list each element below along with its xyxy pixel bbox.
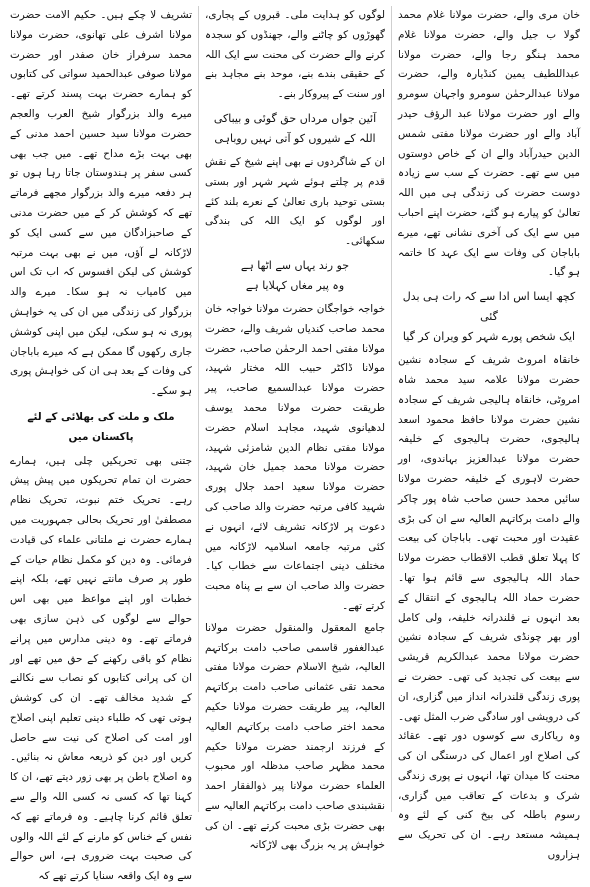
paragraph: خواجہ خواجگان حضرت مولانا خواجہ خان محمد صاحب کندیاں شریف والے، حضرت مولانا مفتی احمد الرحمٰن صاحب، حضرت مولانا ڈاکٹر حبیب اللہ مختار شہید، حضرت مولانا عبدالسمیع صاحب، پیر طریقت حضرت مولانا محمد یوسف لدھیانوی شہید، مجاہد اسلام حضرت مولانا مفتی نظام الدین شامزئی شہید، حضرت مولانا محمد جمیل خان شہید، حضرت مولانا سعید احمد جلال پوری شہید کافی مرتبہ حضرت والد صاحب کی دعوت پر لاڑکانہ تشریف لائے، انہوں نے کئی مرتبہ جامعہ اسلامیہ لاڑکانہ میں مختلف دینی اجتماعات سے خطاب کیا۔ حضرت والد صاحب ان سے بے پناہ محبت کرتے تھے۔ [205, 302, 385, 612]
verse-couplet [398, 287, 580, 347]
paragraph: خانقاہ امروٹ شریف کے سجادہ نشین حضرت مولانا علامہ سید محمد شاہ امروٹی، خانقاہ ہالیجی شریف کے سجادہ نشین حضرت مولانا حافظ محمود اسعد ہالیجوی، حضرت ہالیجوی کے خلیفہ حضرت مولانا عبدالعزیز بہاندوی، اور حضرت لاہوری کے خلیفہ حضرت مولانا سائیں محمد حسن صاحب شاہ پور چاکر والے دامت برکاتہم العالیہ سے ان کی بڑی عقیدت اور محبت تھی۔ باباجان کی بیعت کا پہلا تعلق قطب الاقطاب حضرت مولانا حماد اللہ ہالیجوی سے قائم ہوا تھا۔ حضرت حماد اللہ ہالیجوی کے انتقال کے بعد انہوں نے قلندرانہ خلیفہ، ولی کامل اور بھر چونڈی شریف کے سجادہ نشین حضرت مولانا محمد عبدالکریم قریشی سے بیعت کی تجدید کی تھی۔ حضرت نے پوری زندگی قلندرانہ انداز میں گزاری، ان کی درویشی اور سادگی ضرب المثل تھی۔ وہ ریاکاری سے کوسوں دور تھے۔ عقائد کی اصلاح اور اعمال کی درستگی ان کی محنت کا میدان تھا، انہوں نے پوری زندگی شرک و بدعات کے تعاقب میں گزاری، رسوم باطلہ کی بیخ کنی کے لئے وہ ہمیشہ مستعد رہے۔ ان کی تحریک سے ہزاروں [398, 354, 580, 862]
paragraph: ان کے شاگردوں نے بھی اپنے شیخ کے نقش قدم پر چلتے ہوئے شہر شہر اور بستی بستی توحید باری تعالیٰ کے نعرے بلند کئے اور لوگوں کو ایک اللہ کی بندگی سکھائی۔ [205, 155, 385, 248]
paragraph: جتنی بھی تحریکیں چلی ہیں، ہمارے حضرت ان تمام تحریکوں میں پیش پیش رہے۔ تحریک ختم نبوت، تحریک نظام مصطفیٰ اور تحریک بحالی جمہوریت میں ہمارے حضرت نے ملتانی علماء کی قیادت فرمائی۔ وہ دین کو مکمل نظام حیات کے طور پر صرف مانتے نہیں تھے، بلکہ اپنے خطبات اور اپنے مواعظ میں بھی اس حوالے سے لوگوں کی ذہن سازی بھی فرماتے تھے۔ وہ دینی مدارس میں پرانے نظام کو باقی رکھنے کے حق میں تھے اور ان کی پرانی کتابوں کو نصاب سے نکالنے کے شدید مخالف تھے۔ ان کی کوشش ہوتی تھی کہ طلباء دینی تعلیم اپنی اصلاح اور امت کی اصلاح کی نیت سے حاصل کریں اور دین کو ذریعہ معاش نہ بنائیں۔ وہ اصلاح باطن پر بھی زور دیتے تھے، ان کا کہنا تھا کہ کسی نہ کسی اللہ والے سے تعلق قائم کرنا چاہیے۔ وہ فرماتے تھے کہ نفس کے خناس کو مارنے کے لئے اللہ والوں کی صحبت بہت ضروری ہے، اس حوالے سے وہ ایک واقعہ سنایا کرتے تھے کہ [10, 454, 192, 883]
text-columns [4, 6, 586, 883]
verse-couplet [205, 109, 385, 149]
verse-line: آئین جواں مرداں حق گوئی و بیباکی [213, 111, 377, 125]
column-right [392, 6, 586, 862]
verse-couplet [205, 256, 385, 296]
verse-line: جو رند یہاں سے اٹھا ہے [240, 258, 350, 272]
section-heading: ملک و ملت کی بھلائی کے لئے پاکستان میں [27, 410, 175, 443]
verse-line: اللہ کے شیروں کو آتی نہیں روباہی [214, 131, 376, 145]
verse-line: ایک شخص پورے شہر کو ویران کر گیا [402, 330, 576, 344]
column-middle [198, 6, 392, 852]
verse-line: وہ پیر مغاں کہلایا ہے [245, 278, 345, 292]
paragraph: جامع المعقول والمنقول حضرت مولانا عبدالغفور قاسمی صاحب دامت برکاتہم العالیہ، شیخ الاسلام حضرت مولانا مفتی محمد تقی عثمانی صاحب دامت برکاتہم العالیہ، پیر طریقت حضرت مولانا حکیم محمد اختر صاحب دامت برکاتہم العالیہ کے فرزند ارجمند حضرت مولانا حکیم محمد مظہر صاحب مدظلہ اور محبوب العلماء حضرت مولانا پیر ذوالفقار احمد نقشبندی صاحب دامت برکاتہم العالیہ سے بھی حضرت بڑی محبت کرتے تھے۔ ان کی خواہش پر یہ بزرگ بھی لاڑکانہ [205, 621, 385, 852]
paragraph: لوگوں کو ہدایت ملی۔ قبروں کے پجاری، گھوڑوں کو چاٹنے والے، جھنڈوں کو سجدہ کرنے والے حضرت کی محنت سے ایک اللہ کے حقیقی بندے بنے، موحد بنے مجاہد بنے اور سنت کے پیروکار بنے۔ [205, 9, 385, 101]
paragraph: تشریف لا چکے ہیں۔ حکیم الامت حضرت مولانا اشرف علی تھانوی، حضرت مولانا محمد سرفراز خان صفدر اور حضرت مولانا صوفی عبدالحمید سواتی کی کتابوں کو ہمارے حضرت بہت پسند کرتے تھے۔ میرے والد بزرگوار شیخ العرب والعجم حضرت مولانا سید حسین احمد مدنی کے بھی بہت بڑے مداح تھے۔ میں جب بھی کسی سفر پر ہندوستان جاتا رہا ہوں تو ہر دفعہ میرے والد بزرگوار مجھے فرماتے تھے کہ کوشش کر کے میں حضرت مدنی کے صاحبزادگان میں سے کسی ایک کو لاڑکانہ لے آؤں، میں نے بھی بہت مرتبہ کوشش کی لیکن افسوس کہ اب تک اس میں کامیاب نہ ہو سکا۔ میرے والد بزرگوار کی زندگی میں ان کی یہ خواہش پوری نہ ہو سکی، لیکن میں اپنی کوشش جاری رکھوں گا ممکن ہے کہ میرے باباجان کی وفات کے بعد ہی ان کی خواہش پوری ہو سکے۔ [10, 9, 192, 398]
column-left [4, 6, 198, 883]
paragraph: خان مری والے، حضرت مولانا غلام محمد گولا ب جیل والے، حضرت مولانا غلام محمد ہنگو رجا والے، حضرت مولانا عبداللطیف یمین کنڈیارہ والے، حضرت مولانا عبدالرحمٰن سومرو واجہان سومرو والے اور حضرت مولانا عبد الرؤف حیدر آباد والے اور حضرت مولانا مفتی شمس الدین حیدرآباد والے ان کے خاص دوستوں میں سے تھے۔ حضرت کے سب سے زیادہ دوست حضرت کی زندگی ہی میں اللہ تعالیٰ کو پیارے ہو گئے، حضرت اپنے احباب میں سے ایک کی آخری نشانی تھے، میرے باباجان کی وفات سے ایک عہد کا خاتمہ ہو گیا۔ [398, 9, 580, 279]
verse-line: کچھ ایسا اس ادا سے کہ رات ہی بدل گئی [402, 290, 576, 324]
